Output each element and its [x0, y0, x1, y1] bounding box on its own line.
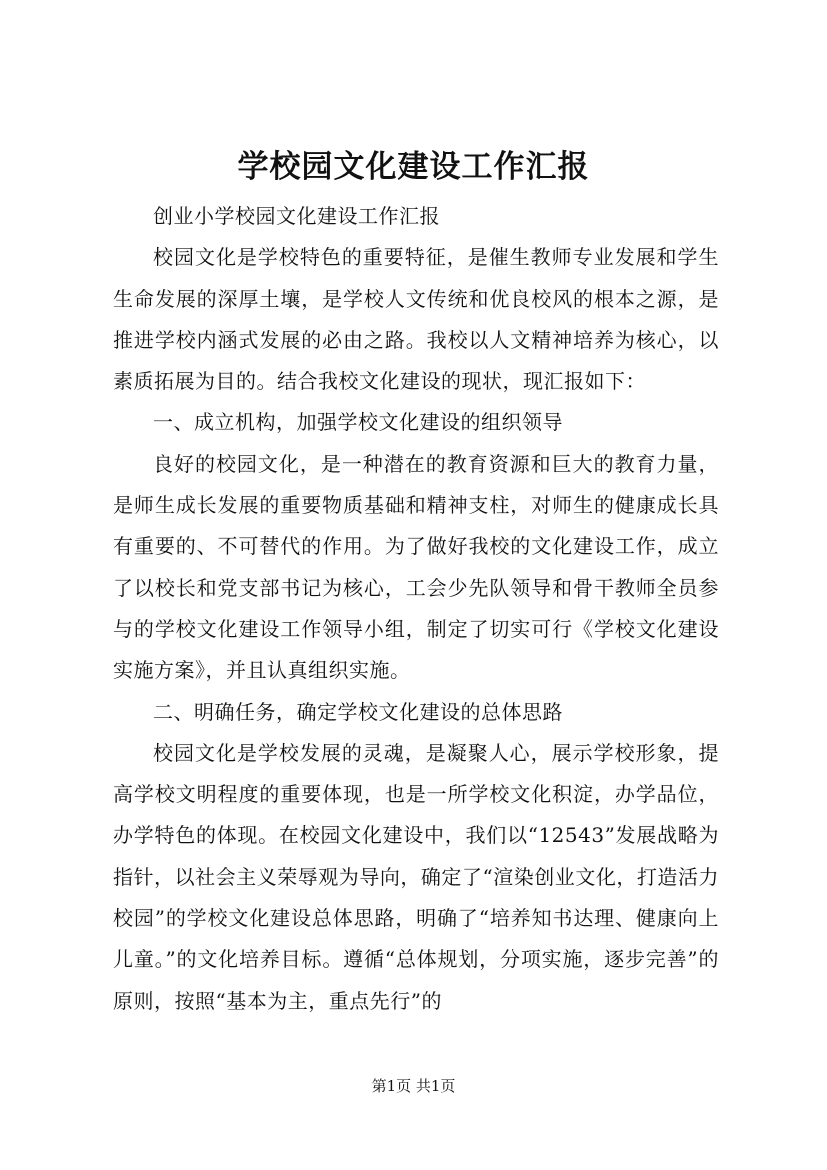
subtitle-paragraph: 创业小学校园文化建设工作汇报 — [153, 204, 440, 228]
section-heading-1: 一、成立机构，加强学校文化建设的组织领导 — [153, 410, 563, 435]
page-footer: 第1页 共1页 — [371, 1077, 456, 1095]
section-2-paragraph: 校园文化是学校发展的灵魂，是凝聚人心，展示学校形象，提高学校文明程度的重要体现，也是一所学校文化积淀，办学品位，办学特色的体现。在校园文化建设中，我们以“12543”发展战略为指针，以社会主义荣辱观为导向，确定了“渲染创业文化，打造活力校园”的学校文化建设总体思路，明确了“培养知书达理、健康向上儿童。”的文化培养目标。遵循“总体规划，分项实施，逐步完善”的原则，按照“基本为主，重点先行”的 — [113, 740, 719, 1013]
section-heading-2: 二、明确任务，确定学校文化建设的总体思路 — [153, 699, 563, 724]
intro-paragraph: 校园文化是学校特色的重要特征，是催生教师专业发展和学生生命发展的深厚土壤，是学校人文传统和优良校风的根本之源，是推进学校内涵式发展的必由之路。我校以人文精神培养为核心，以素质拓展为目的。结合我校文化建设的现状，现汇报如下： — [113, 245, 719, 394]
document-body — [113, 196, 719, 1022]
section-1-paragraph: 良好的校园文化，是一种潜在的教育资源和巨大的教育力量，是师生成长发展的重要物质基础和精神支柱，对师生的健康成长具有重要的、不可替代的作用。为了做好我校的文化建设工作，成立了以校长和党支部书记为核心，工会少先队领导和骨干教师全员参与的学校文化建设工作领导小组，制定了切实可行《学校文化建设实施方案》，并且认真组织实施。 — [113, 451, 719, 683]
document-title: 学校园文化建设工作汇报 — [237, 149, 590, 185]
